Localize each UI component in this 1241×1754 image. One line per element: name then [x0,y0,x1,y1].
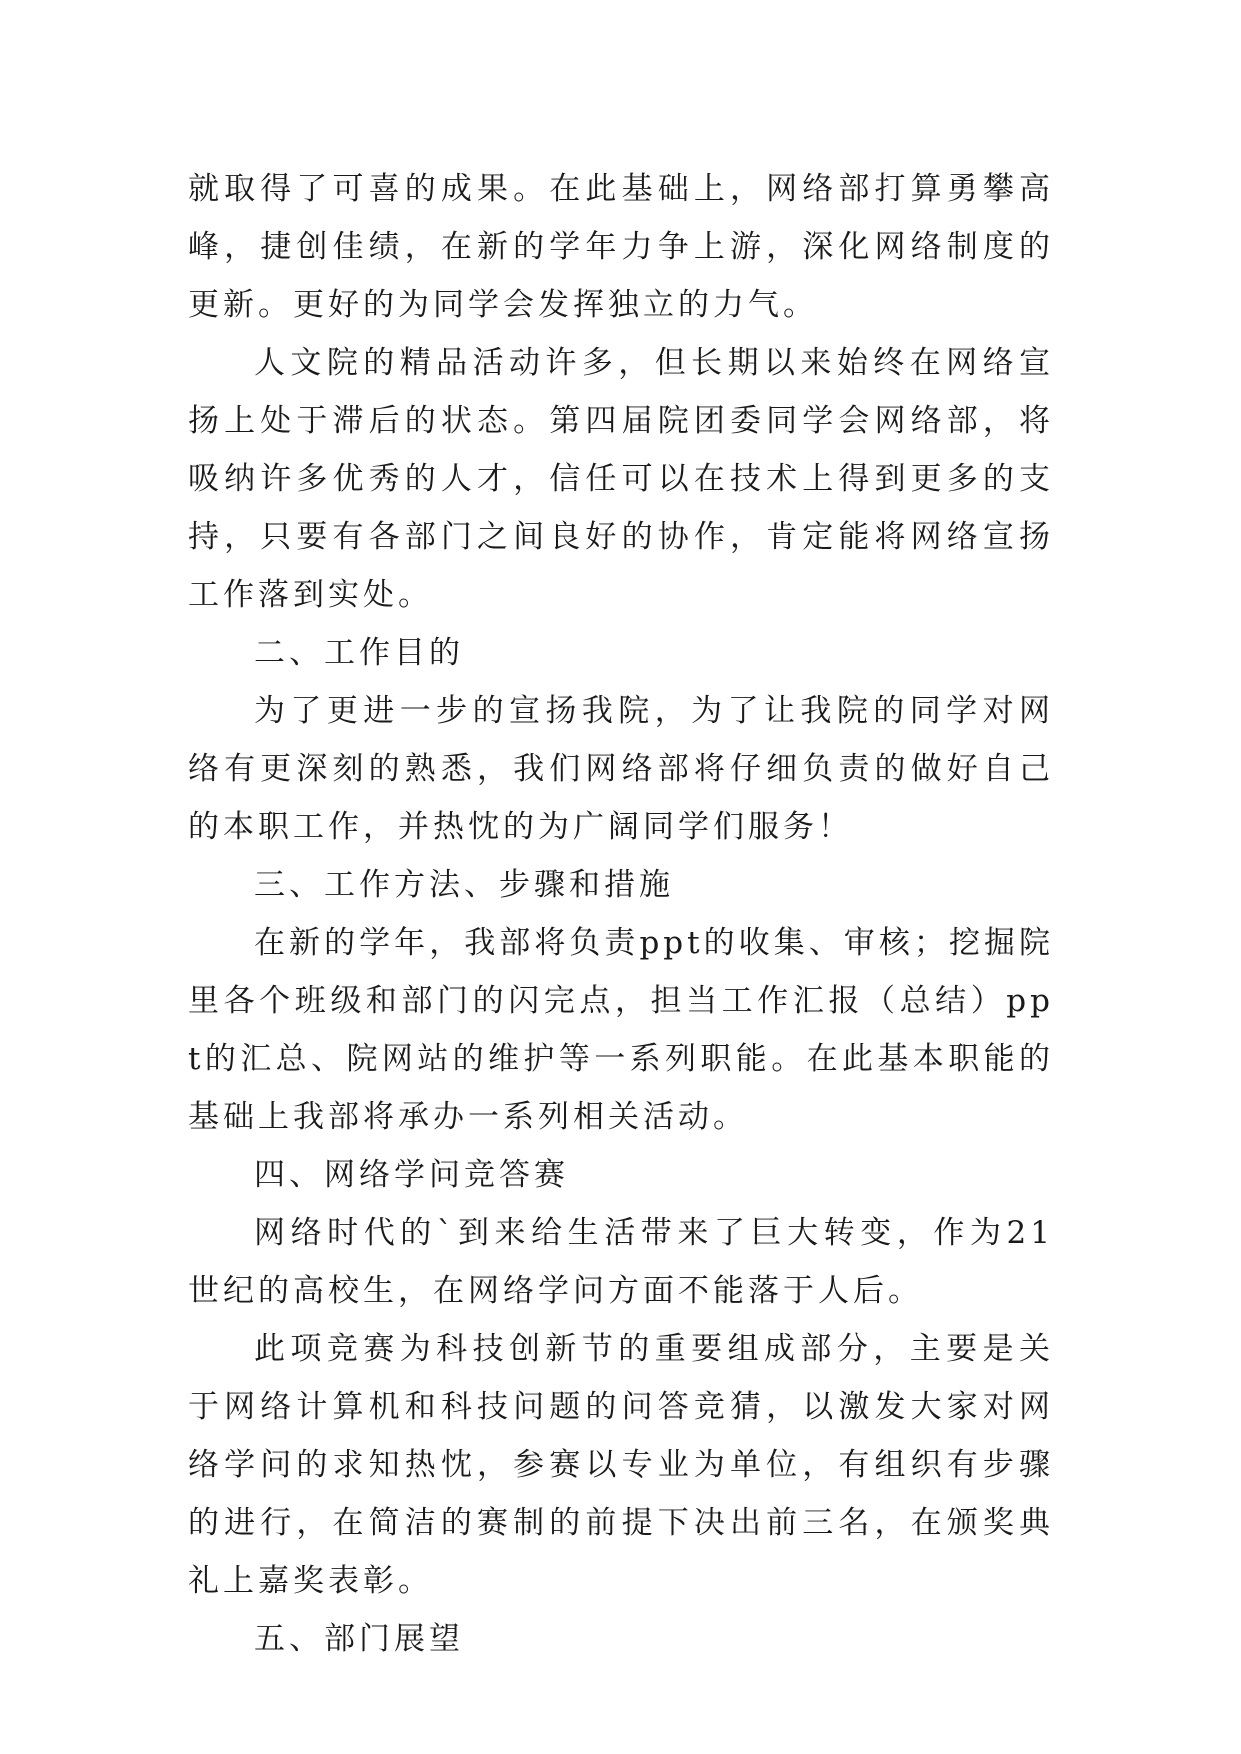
section-heading-methods: 三、工作方法、步骤和措施 [254,867,674,903]
section-heading-quiz-contest: 四、网络学问竞答赛 [254,1157,569,1193]
paragraph-quiz-intro: 网络时代的`到来给生活带来了巨大转变，作为21世纪的高校生，在网络学问方面不能落于人后。 [188,1215,1054,1309]
paragraph-work-purpose: 为了更进一步的宣扬我院，为了让我院的同学对网络有更深刻的熟悉，我们网络部将仔细负责的做好自己的本职工作，并热忱的为广阔同学们服务！ [188,693,1054,845]
paragraph-methods: 在新的学年，我部将负责ppt的收集、审核；挖掘院里各个班级和部门的闪完点，担当工作汇报（总结）ppt的汇总、院网站的维护等一系列职能。在此基本职能的基础上我部将承办一系列相关活动。 [188,925,1054,1135]
section-heading-outlook: 五、部门展望 [254,1621,464,1657]
paragraph-continuation: 就取得了可喜的成果。在此基础上，网络部打算勇攀高峰，捷创佳绩，在新的学年力争上游，深化网络制度的更新。更好的为同学会发挥独立的力气。 [188,171,1054,323]
paragraph-quiz-details: 此项竞赛为科技创新节的重要组成部分，主要是关于网络计算机和科技问题的问答竞猜，以激发大家对网络学问的求知热忱，参赛以专业为单位，有组织有步骤的进行，在简洁的赛制的前提下决出前三名，在颁奖典礼上嘉奖表彰。 [188,1331,1054,1599]
paragraph-humanities-activities: 人文院的精品活动许多，但长期以来始终在网络宣扬上处于滞后的状态。第四届院团委同学会网络部，将吸纳许多优秀的人才，信任可以在技术上得到更多的支持，只要有各部门之间良好的协作，肯定能将网络宣扬工作落到实处。 [188,345,1054,613]
document-body [188,160,1054,1668]
section-heading-work-purpose: 二、工作目的 [254,635,464,671]
